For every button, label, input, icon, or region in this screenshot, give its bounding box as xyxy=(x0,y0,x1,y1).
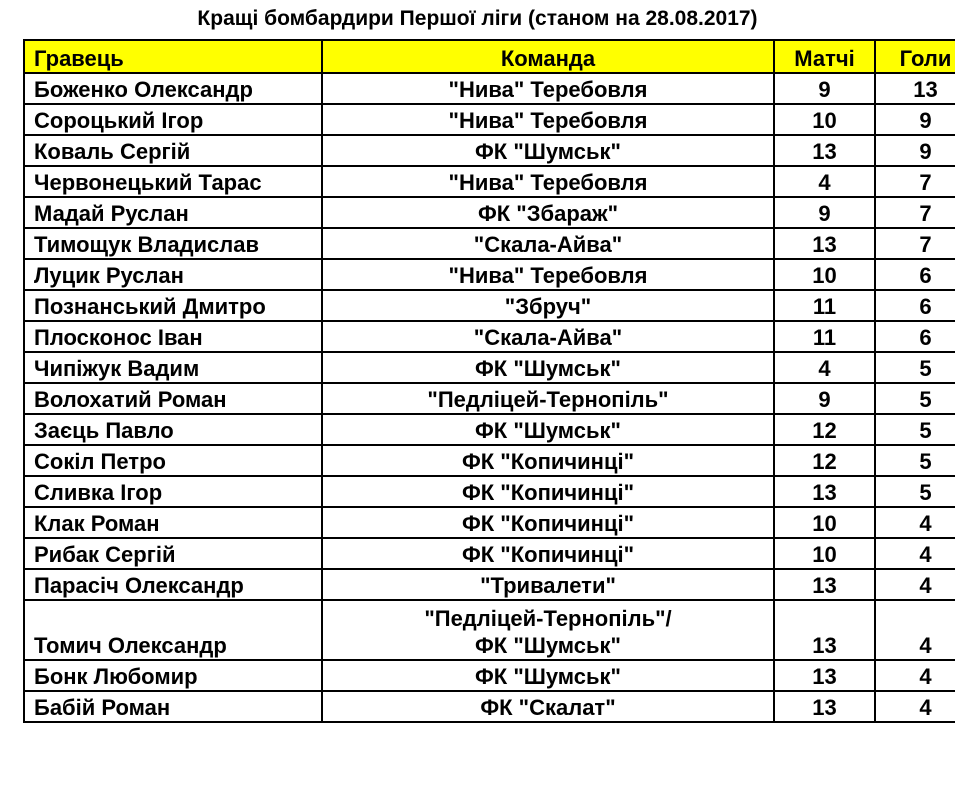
goals-cell: 4 xyxy=(875,569,955,600)
goals-cell: 7 xyxy=(875,166,955,197)
matches-cell: 13 xyxy=(774,660,875,691)
player-cell: Клак Роман xyxy=(24,507,322,538)
matches-cell: 11 xyxy=(774,290,875,321)
page-title: Кращі бомбардири Першої ліги (станом на 28.08.2017) xyxy=(197,7,758,30)
team-cell xyxy=(322,73,774,104)
team-name: "Скала-Айва" xyxy=(473,232,623,257)
header-row xyxy=(24,40,955,73)
goals-cell: 4 xyxy=(875,660,955,691)
team-name: ФК "Копичинці" xyxy=(461,511,635,536)
team-cell xyxy=(322,660,774,691)
goals-cell: 5 xyxy=(875,445,955,476)
table-row xyxy=(24,228,955,259)
player-cell: Заєць Павло xyxy=(24,414,322,445)
table-row xyxy=(24,166,955,197)
goals-cell: 9 xyxy=(875,135,955,166)
team-name: ФК "Шумськ" xyxy=(475,356,621,381)
goals-cell: 5 xyxy=(875,352,955,383)
team-cell xyxy=(322,290,774,321)
table-row xyxy=(24,538,955,569)
team-name: ФК "Копичинці" xyxy=(461,542,635,567)
player-cell: Червонецький Тарас xyxy=(24,166,322,197)
table-row xyxy=(24,476,955,507)
matches-cell: 12 xyxy=(774,445,875,476)
team-cell xyxy=(322,507,774,538)
goals-cell: 7 xyxy=(875,197,955,228)
goals-cell: 5 xyxy=(875,476,955,507)
team-name: "Нива" Теребовля xyxy=(448,170,648,195)
goals-cell: 6 xyxy=(875,259,955,290)
matches-cell: 13 xyxy=(774,135,875,166)
player-cell: Парасіч Олександр xyxy=(24,569,322,600)
matches-cell: 12 xyxy=(774,414,875,445)
team-cell xyxy=(322,600,774,660)
team-name: "Нива" Теребовля xyxy=(448,108,648,133)
team-name: ФК "Шумськ" xyxy=(475,633,621,658)
table-row xyxy=(24,383,955,414)
team-cell xyxy=(322,166,774,197)
goals-cell: 9 xyxy=(875,104,955,135)
table-row xyxy=(24,660,955,691)
matches-cell: 9 xyxy=(774,73,875,104)
table-row xyxy=(24,445,955,476)
team-cell xyxy=(322,538,774,569)
team-name: ФК "Копичинці" xyxy=(461,480,635,505)
table-row xyxy=(24,507,955,538)
player-cell: Волохатий Роман xyxy=(24,383,322,414)
team-cell xyxy=(322,414,774,445)
team-name: ФК "Шумськ" xyxy=(475,139,621,164)
team-name: "Збруч" xyxy=(504,294,592,319)
table-row xyxy=(24,290,955,321)
goals-cell: 6 xyxy=(875,290,955,321)
team-name: "Тривалети" xyxy=(480,573,616,598)
player-cell: Плосконос Іван xyxy=(24,321,322,352)
table-row xyxy=(24,197,955,228)
player-cell: Бонк Любомир xyxy=(24,660,322,691)
team-cell xyxy=(322,476,774,507)
matches-cell: 10 xyxy=(774,104,875,135)
matches-cell: 13 xyxy=(774,228,875,259)
column-header-goals: Голи xyxy=(875,40,955,73)
matches-cell: 9 xyxy=(774,197,875,228)
team-cell xyxy=(322,321,774,352)
table-row xyxy=(24,135,955,166)
table-row xyxy=(24,321,955,352)
matches-cell: 13 xyxy=(774,691,875,722)
matches-cell: 9 xyxy=(774,383,875,414)
team-cell xyxy=(322,197,774,228)
player-cell: Бабій Роман xyxy=(24,691,322,722)
table-row xyxy=(24,352,955,383)
team-cell xyxy=(322,135,774,166)
goals-cell: 4 xyxy=(875,507,955,538)
team-name: "Нива" Теребовля xyxy=(448,77,648,102)
team-name: "Педліцей-Тернопіль"/ xyxy=(424,606,672,631)
goals-cell: 7 xyxy=(875,228,955,259)
table-row xyxy=(24,104,955,135)
table-row xyxy=(24,414,955,445)
player-cell: Рибак Сергій xyxy=(24,538,322,569)
player-cell: Чипіжук Вадим xyxy=(24,352,322,383)
player-cell: Мадай Руслан xyxy=(24,197,322,228)
player-cell: Коваль Сергій xyxy=(24,135,322,166)
column-header-matches: Матчі xyxy=(774,40,875,73)
matches-cell: 11 xyxy=(774,321,875,352)
team-name: ФК "Збараж" xyxy=(477,201,619,226)
player-cell: Тимощук Владислав xyxy=(24,228,322,259)
table-row xyxy=(24,600,955,660)
matches-cell: 4 xyxy=(774,352,875,383)
player-cell: Сокіл Петро xyxy=(24,445,322,476)
team-cell xyxy=(322,691,774,722)
top-scorers-table xyxy=(23,39,955,723)
goals-cell: 13 xyxy=(875,73,955,104)
player-cell: Познанський Дмитро xyxy=(24,290,322,321)
team-name: ФК "Скалат" xyxy=(480,695,616,720)
player-cell: Сливка Ігор xyxy=(24,476,322,507)
matches-cell: 13 xyxy=(774,476,875,507)
goals-cell: 4 xyxy=(875,600,955,660)
matches-cell: 13 xyxy=(774,569,875,600)
table-row xyxy=(24,73,955,104)
goals-cell: 4 xyxy=(875,538,955,569)
table-row xyxy=(24,691,955,722)
goals-cell: 5 xyxy=(875,414,955,445)
player-cell: Томич Олександр xyxy=(24,600,322,660)
team-name: "Скала-Айва" xyxy=(473,325,623,350)
matches-cell: 13 xyxy=(774,600,875,660)
player-cell: Сороцький Ігор xyxy=(24,104,322,135)
team-cell xyxy=(322,383,774,414)
table-body xyxy=(24,73,955,722)
player-cell: Боженко Олександр xyxy=(24,73,322,104)
column-header-player: Гравець xyxy=(24,40,322,73)
team-cell xyxy=(322,228,774,259)
table-row xyxy=(24,569,955,600)
team-name: "Педліцей-Тернопіль" xyxy=(427,387,669,412)
team-cell xyxy=(322,569,774,600)
team-name: ФК "Копичинці" xyxy=(461,449,635,474)
team-cell xyxy=(322,104,774,135)
matches-cell: 4 xyxy=(774,166,875,197)
matches-cell: 10 xyxy=(774,507,875,538)
team-name: "Нива" Теребовля xyxy=(448,263,648,288)
goals-cell: 4 xyxy=(875,691,955,722)
team-cell xyxy=(322,445,774,476)
team-name: ФК "Шумськ" xyxy=(475,664,621,689)
goals-cell: 5 xyxy=(875,383,955,414)
team-name: ФК "Шумськ" xyxy=(475,418,621,443)
column-header-team: Команда xyxy=(322,40,774,73)
goals-cell: 6 xyxy=(875,321,955,352)
matches-cell: 10 xyxy=(774,259,875,290)
table-row xyxy=(24,259,955,290)
team-cell xyxy=(322,352,774,383)
player-cell: Луцик Руслан xyxy=(24,259,322,290)
matches-cell: 10 xyxy=(774,538,875,569)
team-cell xyxy=(322,259,774,290)
